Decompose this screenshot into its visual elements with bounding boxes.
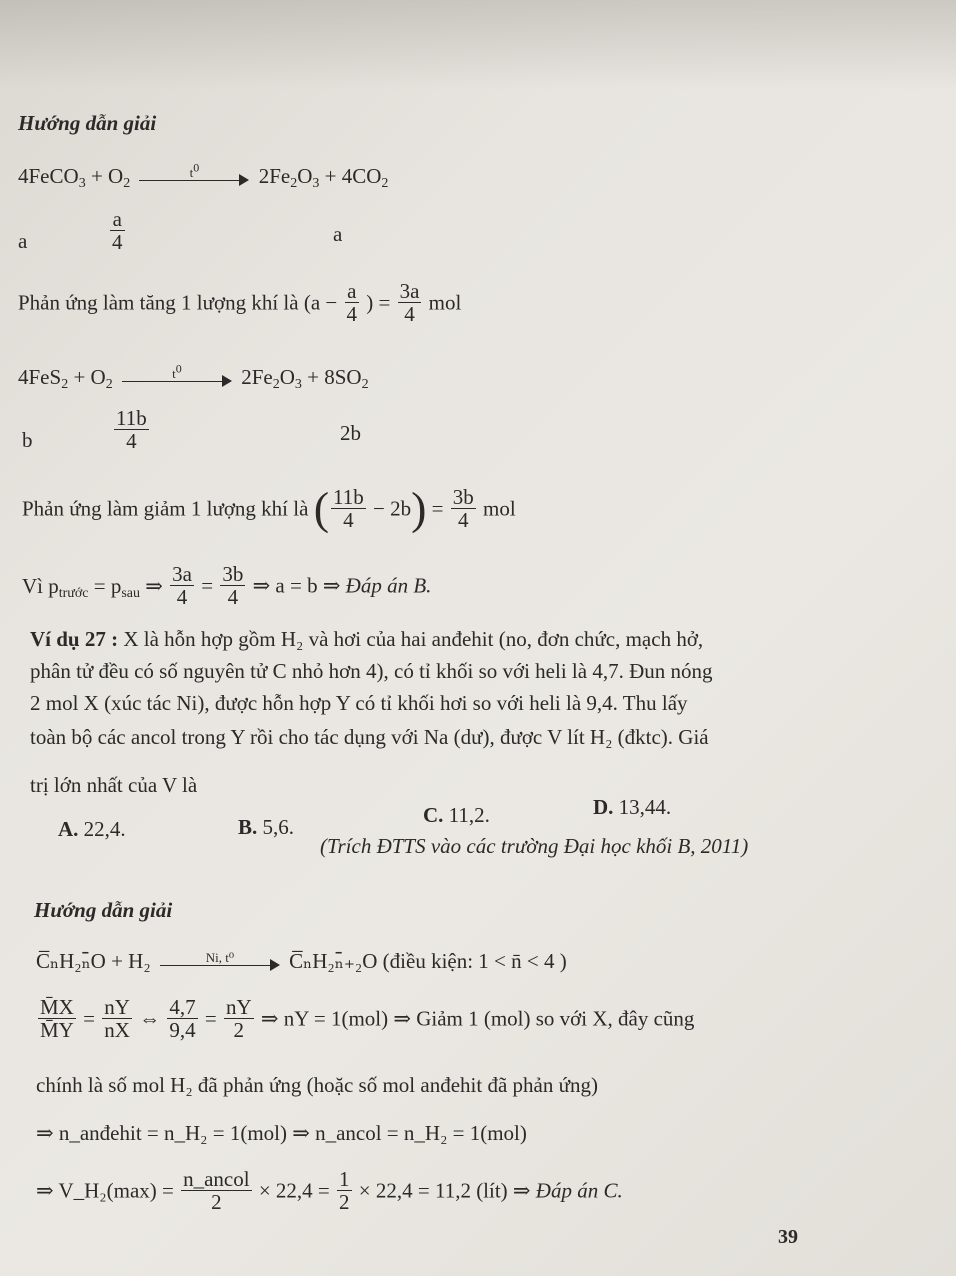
reaction-arrow: $t^0$ <box>139 168 249 188</box>
example-line-2: phân tử đều có số nguyên tử C nhỏ hơn 4), có tỉ khối so với heli là 4,7. Đun nóng <box>30 659 713 683</box>
coef-a: a <box>18 229 28 253</box>
example-line-4: toàn bộ các ancol trong Y rồi cho tác dụng với Na (dư), được V lít H₂ (đktc). Giá <box>30 725 709 749</box>
coef-a-product: a <box>333 222 343 246</box>
option-a: A. 22,4. <box>58 817 126 841</box>
coef-2b: 2b <box>340 421 361 445</box>
equation-fes2: $4FeS_2 + O_2$ $t^0$ $2Fe_2O_3 + 8SO_2$ <box>18 361 369 392</box>
page-number: 39 <box>778 1226 798 1248</box>
example-line-5: trị lớn nhất của V là <box>30 773 198 797</box>
conclusion-line: Vì $p_{trước} = p_{sau}$ ⇒ $\frac{3a}{4}$ = $\frac{3b}{4}$ ⇒ a = b ⇒ Đáp án B. <box>22 562 432 609</box>
page-shadow <box>0 0 956 90</box>
decrease-line: Phản ứng làm giảm 1 lượng khí là ( $\frac{11b}{4}$ − 2b) = $\frac{3b}{4}$ mol <box>22 482 516 534</box>
option-d: D. 13,44. <box>593 795 672 819</box>
line-moles: ⇒ n_anđehit = n_H₂ = 1(mol) ⇒ n_ancol = n_H₂ = 1(mol) <box>36 1121 527 1145</box>
increase-line: Phản ứng làm tăng 1 lượng khí là (a − $\frac{a}{4}$ ) = $\frac{3a}{4}$ mol <box>18 279 462 326</box>
coef-11b-over-4: $\frac{11b}{4}$ <box>116 406 147 453</box>
guide-heading-2: Hướng dẫn giải <box>34 898 173 922</box>
ratio-line: $\frac{M̄X}{M̄Y}$ = $\frac{nY}{nX}$ ⇔ $\frac{4,7}{9,4}$ = $\frac{nY}{2}$ ⇒ nY = 1(mol) ⇒ Giảm 1 (mol) so với X, đây cũng <box>40 995 695 1042</box>
option-b: B. 5,6. <box>238 815 295 839</box>
example-line-1: Ví dụ 27 : X là hỗn hợp gồm H₂ và hơi của hai anđehit (no, đơn chức, mạch hở, <box>30 627 704 651</box>
example-line-3: 2 mol X (xúc tác Ni), được hỗn hợp Y có tỉ khối hơi so với heli là 9,4. Thu lấy <box>30 691 688 715</box>
line-chinh-la: chính là số mol H₂ đã phản ứng (hoặc số mol anđehit đã phản ứng) <box>36 1073 598 1097</box>
coef-a-over-4: $\frac{a}{4}$ <box>112 207 123 254</box>
guide-heading-1: Hướng dẫn giải <box>18 111 157 135</box>
source-citation: (Trích ĐTTS vào các trường Đại học khối B, 2011) <box>320 834 749 858</box>
reaction-arrow: Ni, t⁰ <box>160 953 280 973</box>
equation-feco3: 4FeCO$_3$ + $O_2$ $t^0$ $2Fe_2O_3 + 4CO_2$ <box>18 160 389 191</box>
option-c: C. 11,2. <box>423 803 490 827</box>
coef-b: b <box>22 428 33 452</box>
volume-line: ⇒ V_H₂(max) = $\frac{\text{n\_ancol}}{2}$ × 22,4 = $\frac{1}{2}$ × 22,4 = 11,2 (lít) ⇒ Đáp án C. <box>36 1167 623 1214</box>
reaction-arrow: $t^0$ <box>122 369 232 389</box>
reaction-aldehyde: C̅ₙH₂ₙ̄O + H₂ Ni, t⁰ C̅ₙH₂ₙ̄₊₂O (điều kiện: 1 < n̄ < 4 ) <box>36 949 567 973</box>
